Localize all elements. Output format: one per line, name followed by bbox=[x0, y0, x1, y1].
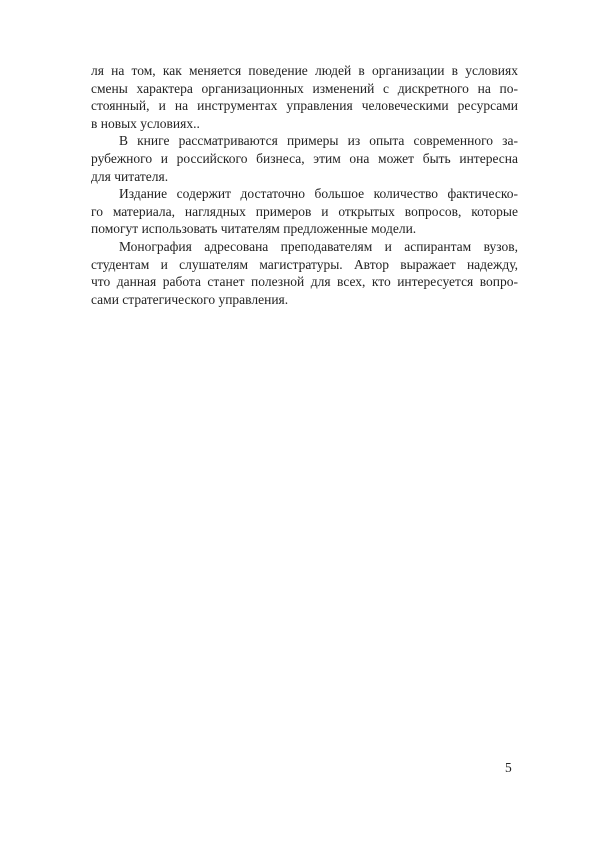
text-line: в новых условиях.. bbox=[91, 115, 200, 131]
text-line: стоянный, и на инструментах управления человеческими ресурсами bbox=[91, 98, 518, 114]
text-line: рубежного и российского бизнеса, этим она может быть интересна bbox=[91, 150, 518, 166]
text-line: студентам и слушателям магистратуры. Автор выражает надежду, bbox=[91, 256, 518, 272]
paragraph-2 bbox=[91, 132, 518, 185]
body-text bbox=[91, 62, 518, 308]
text-line: для читателя. bbox=[91, 168, 169, 184]
text-line: помогут использовать читателям предложенные модели. bbox=[91, 221, 417, 237]
page-number: 5 bbox=[505, 760, 512, 775]
text-line: ля на том, как меняется поведение людей в организации в условиях bbox=[91, 63, 518, 78]
text-line: сами стратегического управления. bbox=[91, 291, 289, 307]
text-line: смены характера организационных изменений с дискретного на по- bbox=[91, 80, 518, 96]
paragraph-1 bbox=[91, 62, 518, 132]
text-line: что данная работа станет полезной для всех, кто интересуется вопро- bbox=[91, 274, 518, 290]
text-line: Издание содержит достаточно большое количество фактическо- bbox=[119, 186, 518, 202]
text-line: В книге рассматриваются примеры из опыта современного за- bbox=[119, 133, 518, 149]
text-line: го материала, наглядных примеров и открытых вопросов, которые bbox=[91, 203, 518, 219]
paragraph-3 bbox=[91, 185, 518, 238]
text-line: Монография адресована преподавателям и аспирантам вузов, bbox=[119, 238, 518, 254]
paragraph-4 bbox=[91, 238, 518, 308]
